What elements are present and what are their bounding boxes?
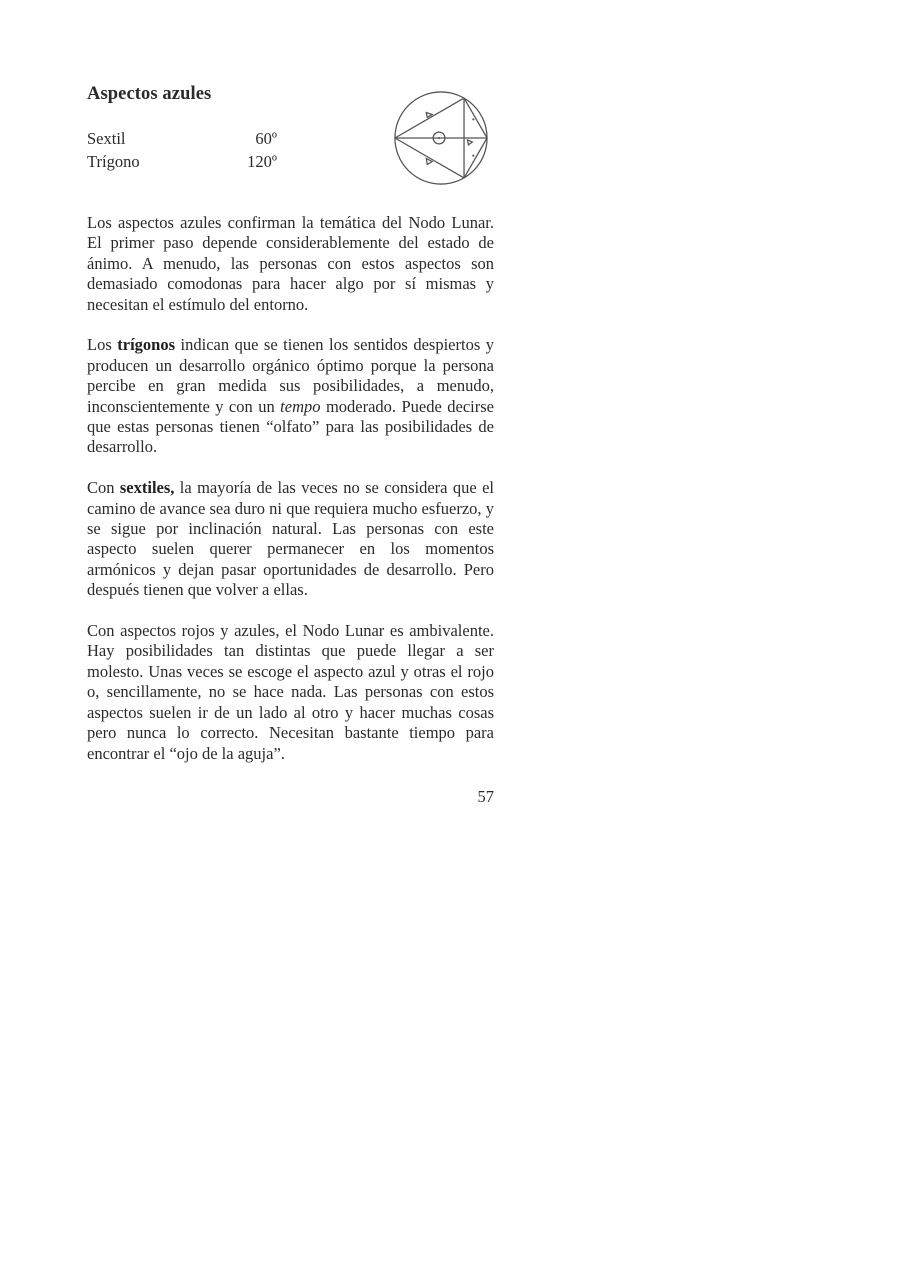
aspects-table [87, 127, 277, 173]
aspect-name: Sextil [87, 129, 126, 148]
bold-term: sextiles, [119, 478, 175, 498]
paragraph: Los aspectos azules confirman la temática del Nodo Lunar. El primer paso depende considerablemente del estado de ánimo. A menudo, las personas con estos aspectos son demasiado comodonas para hacer algo por sí mismas y necesitan el estímulo del entorno. [87, 213, 494, 314]
trine-line-upper [395, 98, 464, 138]
text-run: la mayoría de las veces no se considera que el camino de avance sea duro ni que requiera mucho esfuerzo, y se sigue por inclinación natural. Las personas con este aspecto suelen querer permanecer en los momentos armónicos y dejan pasar oportunidades de desarrollo. Pero después tienen que volver a ellas. [87, 478, 494, 600]
sextile-marker-lower [472, 155, 474, 157]
aspect-angle: 60º [255, 129, 277, 148]
paragraph [87, 335, 494, 457]
italic-term: tempo [280, 396, 321, 416]
paragraph [87, 478, 494, 600]
sextile-marker-upper [472, 118, 474, 120]
aspect-angle: 120º [247, 152, 277, 171]
trine-marker-right [467, 140, 472, 145]
paragraph: Con aspectos rojos y azules, el Nodo Lunar es ambivalente. Hay posibilidades tan distintas que puede llegar a ser molesto. Unas veces se escoge el aspecto azul y otras el rojo o, sencillamente, no se hace nada. Las personas con estos aspectos suelen ir de un lado al otro y hacer muchas cosas pero nunca lo correcto. Necesitan bastante tiempo para encontrar el “ojo de la aguja”. [87, 621, 494, 763]
page-number: 57 [477, 787, 494, 806]
sun-dot [438, 137, 440, 139]
aspect-name: Trígono [87, 152, 140, 171]
text-run: Los [87, 335, 118, 355]
text-run: Con [87, 478, 120, 498]
section-heading: Aspectos azules [87, 84, 212, 104]
sextile-line-lower [464, 138, 487, 178]
bold-term: trígonos [117, 335, 176, 355]
trine-line-lower [395, 138, 464, 178]
aspect-row-trigono [87, 150, 277, 173]
body-text [87, 213, 494, 764]
text-run: moderado. Puede decirse que estas personas tienen “olfato” para las posibilidades de desarrollo. [87, 396, 494, 457]
aspect-diagram [392, 89, 490, 187]
aspect-row-sextil [87, 127, 277, 150]
sextile-line-upper [464, 98, 487, 138]
text-run: indican que se tienen los sentidos despiertos y producen un desarrollo orgánico óptimo porque la persona percibe en gran medida sus posibilidades, a menudo, inconscientemente y con un [87, 335, 494, 416]
